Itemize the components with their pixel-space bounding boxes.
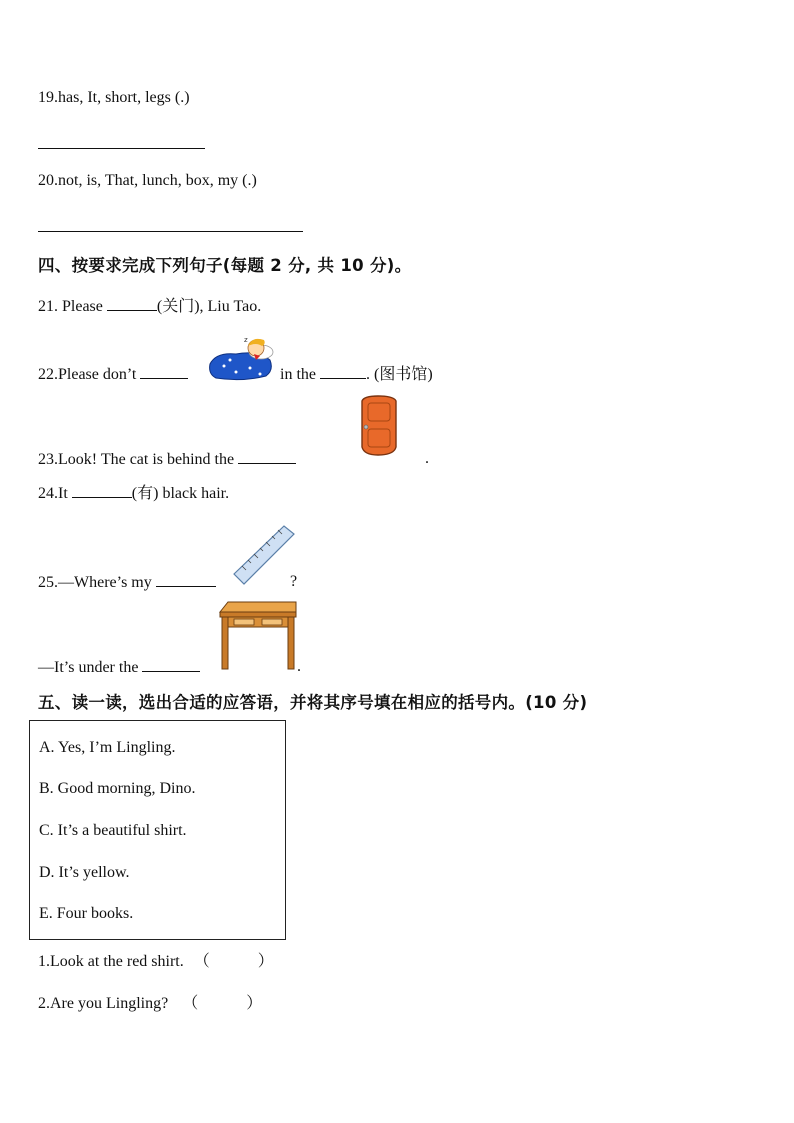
question-22-middle: in the [280,366,320,383]
question-25-after: ? [290,573,298,590]
question-24-after: (有) black hair. [131,485,230,502]
question-23 [38,449,296,470]
question-22 [38,364,188,385]
door-icon [358,395,400,457]
option-a: A. Yes, I’m Lingling. [39,739,176,756]
blank-23[interactable] [238,449,296,464]
options-box [29,720,286,940]
answer-line-20[interactable] [38,231,303,232]
ruler-icon [232,524,296,586]
question-22-cont [280,364,433,385]
answer-line-19[interactable] [38,148,205,149]
question-25 [38,572,216,593]
question-24-before: 24.It [38,485,72,502]
question-21-after: (关门), Liu Tao. [156,298,262,315]
question-25b-after: . [297,658,301,675]
sleeping-child-icon [206,334,276,382]
section-5-title: 五、读一读，选出合适的应答语，并将其序号填在相应的括号内。(10 分) [38,693,588,712]
option-b: B. Good morning, Dino. [39,780,196,797]
blank-21[interactable] [107,296,157,311]
s5-question-2-text: 2.Are you Lingling? [38,995,169,1012]
blank-22a[interactable] [140,364,188,379]
desk-icon [218,600,298,670]
s5-question-1-text: 1.Look at the red shirt. [38,953,184,970]
question-24 [38,483,229,504]
question-25-before: 25.—Where’s my [38,574,156,591]
section-4-title: 四、按要求完成下列句子(每题 2 分, 共 10 分)。 [38,256,412,275]
question-21-before: 21. Please [38,298,107,315]
question-25b-before: —It’s under the [38,659,143,676]
question-20: 20.not, is, That, lunch, box, my (.) [38,172,257,189]
blank-25a[interactable] [156,572,216,587]
option-e: E. Four books. [39,905,134,922]
option-c: C. It’s a beautiful shirt. [39,822,187,839]
answer-paren-2[interactable]: （ ） [182,995,263,1012]
blank-24[interactable] [72,483,132,498]
answer-paren-1[interactable]: （ ） [193,953,274,970]
question-22-before: 22.Please don’t [38,366,141,383]
s5-question-1 [38,952,274,972]
blank-22b[interactable] [320,364,366,379]
question-23-after: . [425,450,429,467]
svg-text:z: z [244,336,248,344]
question-21 [38,296,261,317]
s5-question-2 [38,994,262,1014]
question-19: 19.has, It, short, legs (.) [38,89,190,106]
blank-25b[interactable] [142,657,200,672]
option-d: D. It’s yellow. [39,864,130,881]
question-25-answer [38,657,200,678]
question-22-after: . (图书馆) [366,366,433,383]
question-23-before: 23.Look! The cat is behind the [38,451,239,468]
